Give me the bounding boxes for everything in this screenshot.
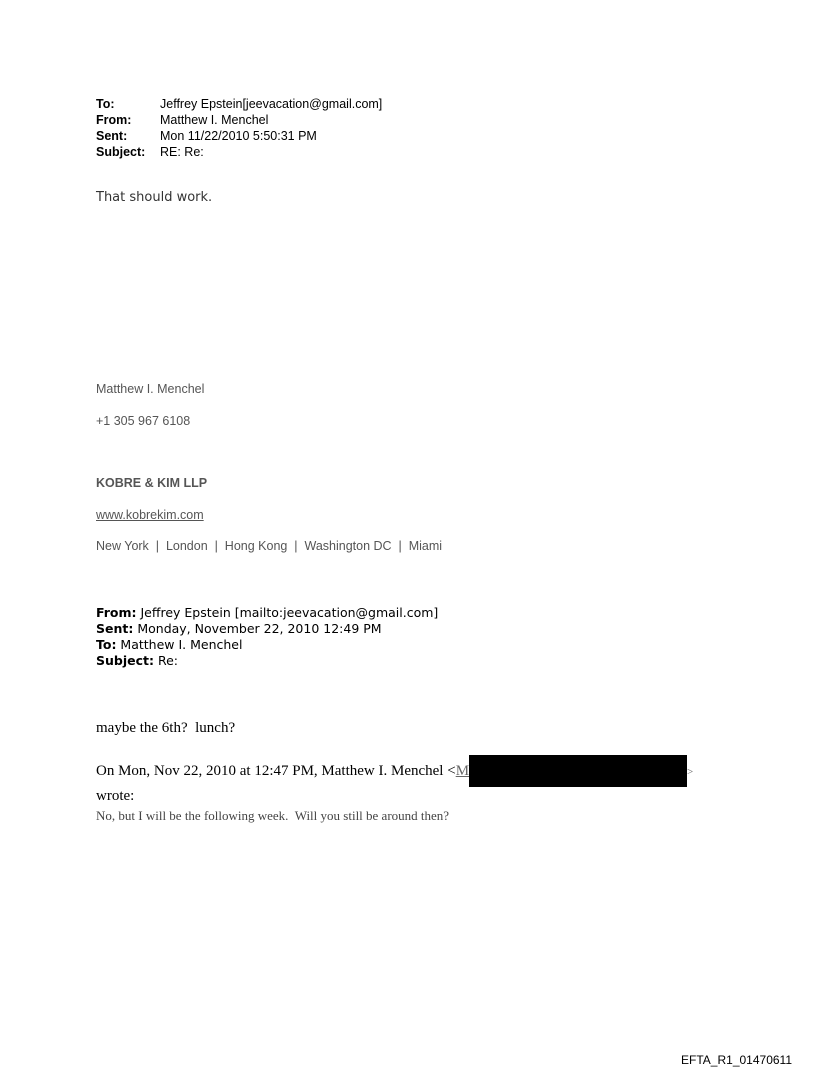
signature-firm: KOBRE & KIM LLP [96,476,208,490]
fwd-sent-label: Sent: [96,621,134,636]
from-label: From: [96,113,132,127]
header-to-row [96,96,382,112]
quote-close: > [687,766,694,778]
fwd-from-label: From: [96,605,137,620]
signature-phone: +1 305 967 6108 [96,414,191,428]
fwd-sent-row [96,621,438,637]
redaction-box [469,755,687,787]
fwd-to-row [96,637,438,653]
fwd-subject-value: Re: [154,653,178,668]
reply-text: maybe the 6th? lunch? [96,720,236,736]
signature-offices: New York | London | Hong Kong | Washington DC | Miami [96,539,443,553]
signature-website-link[interactable]: www.kobrekim.com [96,508,204,522]
to-value: Jeffrey Epstein[jeevacation@gmail.com] [160,97,383,111]
email-body-text: That should work. [96,190,213,205]
sent-label: Sent: [96,129,128,143]
fwd-subject-row [96,653,438,669]
document-id: EFTA_R1_01470611 [681,1053,792,1067]
fwd-from-row [96,605,438,621]
subject-value: RE: Re: [160,145,204,159]
header-from-row [96,112,382,128]
mailto-link[interactable]: M [455,763,470,779]
from-value: Matthew I. Menchel [160,113,269,127]
fwd-to-value: Matthew I. Menchel [116,637,243,652]
signature-name: Matthew I. Menchel [96,382,205,396]
fwd-subject-label: Subject: [96,653,154,668]
quoted-text: No, but I will be the following week. Will you still be around then? [96,808,450,823]
forwarded-header [96,605,438,669]
fwd-sent-value: Monday, November 22, 2010 12:49 PM [133,621,382,636]
quote-wrote: wrote: [96,788,135,804]
to-label: To: [96,97,115,111]
subject-label: Subject: [96,145,146,159]
fwd-to-label: To: [96,637,117,652]
header-sent-row [96,128,382,144]
quote-attribution [96,755,716,805]
header-subject-row [96,144,382,160]
sent-value: Mon 11/22/2010 5:50:31 PM [160,129,317,143]
email-header [96,96,382,160]
fwd-from-value: Jeffrey Epstein [mailto:jeevacation@gmail.com] [136,605,439,620]
quote-intro: On Mon, Nov 22, 2010 at 12:47 PM, Matthew I. Menchel < [96,763,456,779]
